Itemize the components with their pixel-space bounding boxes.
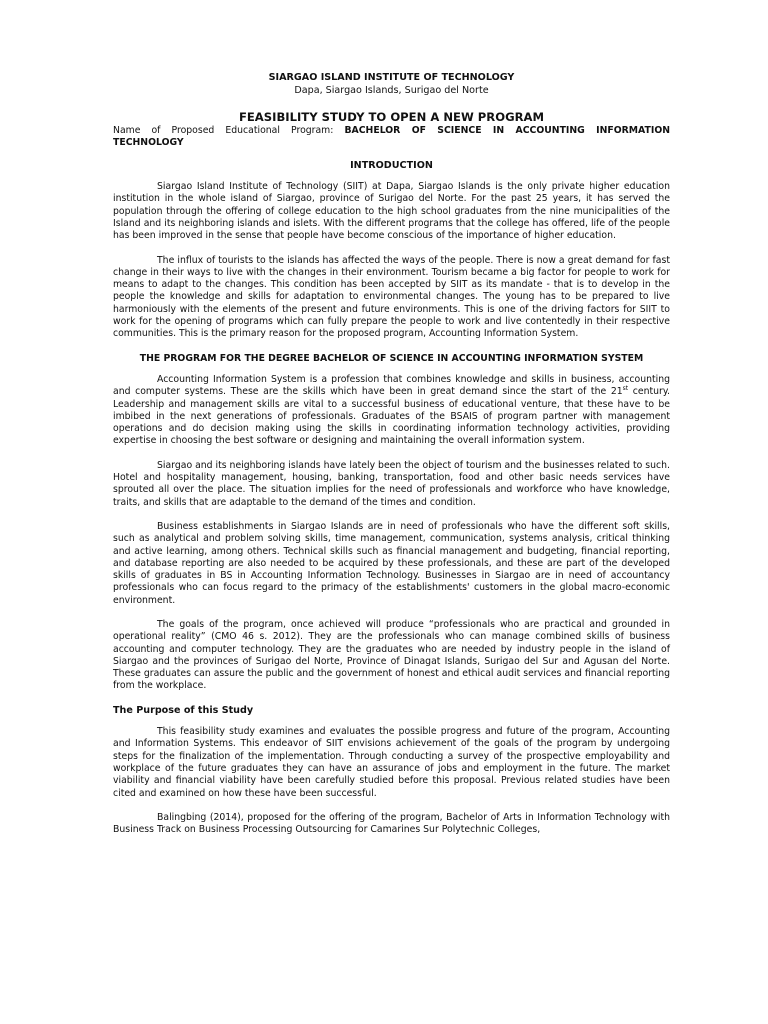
institution-name: SIARGAO ISLAND INSTITUTE OF TECHNOLOGY — [268, 72, 515, 83]
institution-address: Dapa, Siargao Islands, Surigao del Norte — [294, 84, 489, 96]
purpose-paragraph-2: Balingbing (2014), proposed for the offering of the program, Bachelor of Arts in Information Technology with Business Track on Business Processing Outsourcing for Camarines Sur Polytechnic Colleges, — [113, 811, 670, 836]
program-paragraph-3: Business establishments in Siargao Islands are in need of professionals who have the different soft skills, such as analytical and problem solving skills, time management, communication, systems analysis, critical thinking and active learning, among others. Technical skills such as financial management and budgeting, financial reporting, and database reporting are also needed to be acquired by these professionals, and these are part of the developed skills of graduates in BS in Accounting Information Technology. Businesses in Siargao are in need of accountancy professionals who can focus regard to the primacy of the establishments' customers in the global macro-economic environment. — [113, 520, 670, 606]
document-title: FEASIBILITY STUDY TO OPEN A NEW PROGRAM — [238, 110, 545, 124]
program-name-line — [113, 125, 670, 137]
program-paragraph-2: Siargao and its neighboring islands have lately been the object of tourism and the businesses related to such. Hotel and hospitality management, housing, banking, transportation, food and other basic needs services have sprouted all over the place. The situation implies for the need of professionals and workforce who have knowledge, traits, and skills that are adaptable to the demand of the times and condition. — [113, 459, 670, 508]
program-p1-text-a: Accounting Information System is a profession that combines knowledge and skills in business, accounting and computer systems. These are the skills which have been in great demand since the start of the 21 — [113, 373, 670, 398]
program-name-continued: TECHNOLOGY — [113, 137, 184, 149]
program-section-heading: THE PROGRAM FOR THE DEGREE BACHELOR OF SCIENCE IN ACCOUNTING INFORMATION SYSTEM — [139, 352, 644, 364]
introduction-heading: INTRODUCTION — [350, 159, 433, 171]
program-label: Name of Proposed Educational Program: — [113, 125, 334, 136]
intro-paragraph-2: The influx of tourists to the islands has affected the ways of the people. There is now a great demand for fast change in their ways to live with the changes in their environment. Tourism became a big factor for people to work for means to adapt to the changes. This condition has been accepted by SIIT as its mandate - that is to develop in the people the knowledge and skills for adaptation to environmental changes. The young has to be prepared to live harmoniously with the elements of the present and future environments. This is one of the driving factors for SIIT to work for the opening of programs which can fully prepare the people to work and live contentedly in their respective communities. This is the primary reason for the proposed program, Accounting Information System. — [113, 254, 670, 340]
program-p1-text-b: century. Leadership and management skills are vital to a successful business of educational venture, that these have to be imbibed in the next generations of professionals. Graduates of the BSAIS of program partner with management operations and do decision making using the skills in coordinating information technology activities, providing expertise in choosing the best software or designing and maintaining the overall information system. — [113, 386, 671, 447]
intro-paragraph-1: Siargao Island Institute of Technology (SIIT) at Dapa, Siargao Islands is the only private higher education institution in the whole island of Siargao, province of Surigao del Norte. For the past 25 years, it has served the population through the offering of college education to the high school graduates from the nine municipalities of the Island and its neighboring islands and islets. With the different programs that the college has offered, life of the people has been improved in the sense that people have become conscious of the importance of higher education. — [113, 181, 670, 242]
purpose-heading: The Purpose of this Study — [113, 704, 254, 716]
program-paragraph-4: The goals of the program, once achieved will produce “professionals who are practical and grounded in operational reality” (CMO 46 s. 2012). They are the professionals who can manage combined skills of business accounting and computer technology. They are the graduates who are needed by industry people in the island of Siargao and the provinces of Surigao del Norte, Province of Dinagat Islands, Surigao del Sur and Agusan del Norte. These graduates can assure the public and the government of honest and ethical audit services and financial reporting from the workplace. — [113, 619, 670, 692]
document-header — [113, 72, 670, 124]
document-body — [113, 72, 670, 836]
purpose-paragraph-1: This feasibility study examines and evaluates the possible progress and future of the program, Accounting and Information Systems. This endeavor of SIIT envisions achievement of the goals of the program by undergoing steps for the finalization of the implementation. Through conducting a survey of the prospective employability and workplace of the future graduates they can have an assurance of jobs and employment in the future. The market viability and financial viability have been carefully studied before this proposal. Previous related studies have been cited and examined on how these have been successful. — [113, 726, 670, 799]
program-paragraph-1 — [113, 374, 670, 448]
program-p1-superscript: st — [622, 385, 629, 393]
program-name: BACHELOR OF SCIENCE IN ACCOUNTING INFORMATION — [344, 125, 670, 136]
